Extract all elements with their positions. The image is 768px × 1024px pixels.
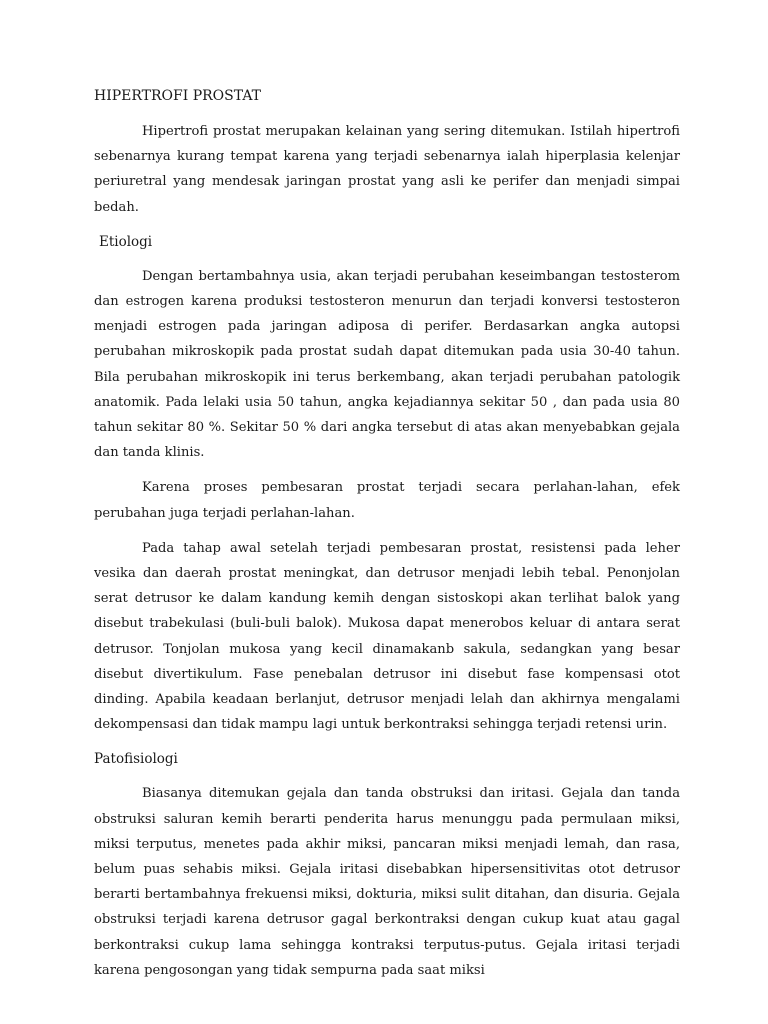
patofisiologi-paragraph-1: Biasanya ditemukan gejala dan tanda obstruksi dan iritasi. Gejala dan tanda obstruksi saluran kemih berarti penderita harus menunggu pada permulaan miksi, miksi terputus, menetes pada akhir miksi, pancaran miksi menjadi lemah, dan rasa, belum puas sehabis miksi. Gejala iritasi disebabkan hipersensitivitas otot detrusor berarti bertambahnya frekuensi miksi, dokturia, miksi sulit ditahan, dan disuria. Gejala obstruksi terjadi karena detrusor gagal berkontraksi dengan cukup kuat atau gagal berkontraksi cukup lama sehingga kontraksi terputus-putus. Gejala iritasi terjadi karena pengosongan yang tidak sempurna pada saat miksi: [94, 786, 680, 978]
etiologi-paragraph-1: Dengan bertambahnya usia, akan terjadi perubahan keseimbangan testosterom dan estrogen karena produksi testosteron menurun dan terjadi konversi testosteron menjadi estrogen pada jaringan adiposa di perifer. Berdasarkan angka autopsi perubahan mikroskopik pada prostat sudah dapat ditemukan pada usia 30-40 tahun. Bila perubahan mikroskopik ini terus berkembang, akan terjadi perubahan patologik anatomik. Pada lelaki usia 50 tahun, angka kejadiannya sekitar 50 , dan pada usia 80 tahun sekitar 80 %. Sekitar 50 % dari angka tersebut di atas akan menyebabkan gejala dan tanda klinis.: [94, 268, 680, 461]
document-title: HIPERTROFI PROSTAT: [94, 88, 262, 104]
section-heading-patofisiologi: Patofisiologi: [94, 751, 178, 768]
etiologi-paragraph-2: Karena proses pembesaran prostat terjadi secara perlahan-lahan, efek perubahan juga terjadi perlahan-lahan.: [94, 480, 680, 521]
etiologi-paragraph-3: Pada tahap awal setelah terjadi pembesaran prostat, resistensi pada leher vesika dan daerah prostat meningkat, dan detrusor menjadi lebih tebal. Penonjolan serat detrusor ke dalam kandung kemih dengan sistoskopi akan terlihat balok yang disebut trabekulasi (buli-buli balok). Mukosa dapat menerobos keluar di antara serat detrusor. Tonjolan mukosa yang kecil dinamakanb sakula, sedangkan yang besar disebut divertikulum. Fase penebalan detrusor ini disebut fase kompensasi otot dinding. Apabila keadaan berlanjut, detrusor menjadi lelah dan akhirnya mengalami dekompensasi dan tidak mampu lagi untuk berkontraksi sehingga terjadi retensi urin.: [94, 540, 680, 733]
intro-paragraph: Hipertrofi prostat merupakan kelainan yang sering ditemukan. Istilah hipertrofi sebenarnya kurang tempat karena yang terjadi sebenarnya ialah hiperplasia kelenjar periuretral yang mendesak jaringan prostat yang asli ke perifer dan menjadi simpai bedah.: [94, 124, 680, 215]
section-heading-etiologi: Etiologi: [99, 233, 153, 250]
document-body: [94, 84, 680, 993]
